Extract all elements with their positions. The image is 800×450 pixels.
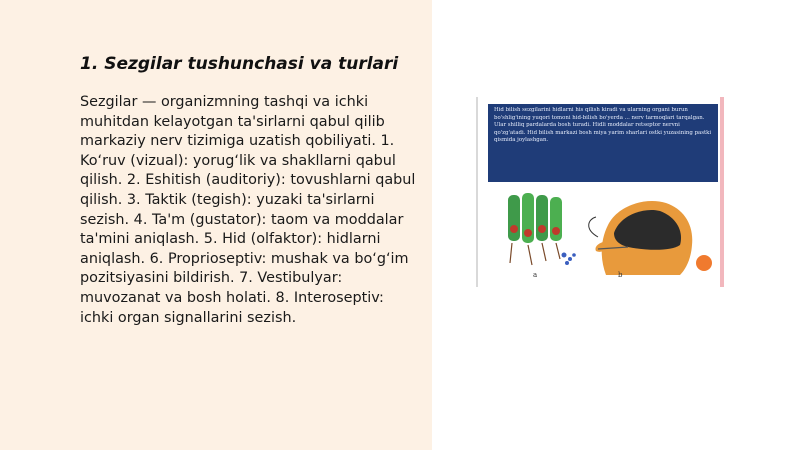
figure-caption: Hid bilish sezgilarini hidlarni his qilish kiradi va ularning organi burun bo'shlig'ining yuqori tomoni hid-bilish bo'yerda ... nerv tarmoqlari tarqalgan. Ular shilliq pardalarda bosh turadi. Hidli moddalar retseptor nervni qo'zg'atadi. Hid bilish markazi bosh miya yarim sharlari ostki yuzasining pastki qismida joylashgan.: [488, 104, 718, 182]
figure-label-a: a: [533, 271, 538, 279]
figure-right-border: [720, 97, 724, 287]
slide-title: 1. Sezgilar tushunchasi va turlari: [80, 54, 399, 74]
receptor-cells-drawing: [508, 193, 576, 265]
figure-label-b: b: [618, 271, 623, 279]
olfaction-figure: [476, 97, 724, 287]
slide-body-text: Sezgilar — organizmning tashqi va ichki muhitdan kelayotgan ta'sirlarni qabul qilib markaziy nerv tizimiga uzatish qobiliyati. 1. Ko‘ruv (vizual): yorug‘lik va shakllarni qabul qilish. 2. Eshitish (auditoriy): tovushlarni qabul qilish. 3. Taktik (tegish): yuzaki ta'sirlarni sezish. 4. Ta'm (gustator): taom va moddalar ta'mini aniqlash. 5. Hid (olfaktor): hidlarni aniqlash. 6. Proprioseptiv: mushak va bo‘g‘im pozitsiyasini bildirish. 7. Vestibulyar: muvozanat va bosh holati. 8. Interoseptiv: ichki organ signallarini sezish.: [80, 94, 416, 326]
olfactory-illustration: [488, 189, 718, 281]
head-profile-drawing: [589, 201, 693, 275]
figure-left-border: [476, 97, 478, 287]
decorative-dot: [696, 255, 712, 271]
